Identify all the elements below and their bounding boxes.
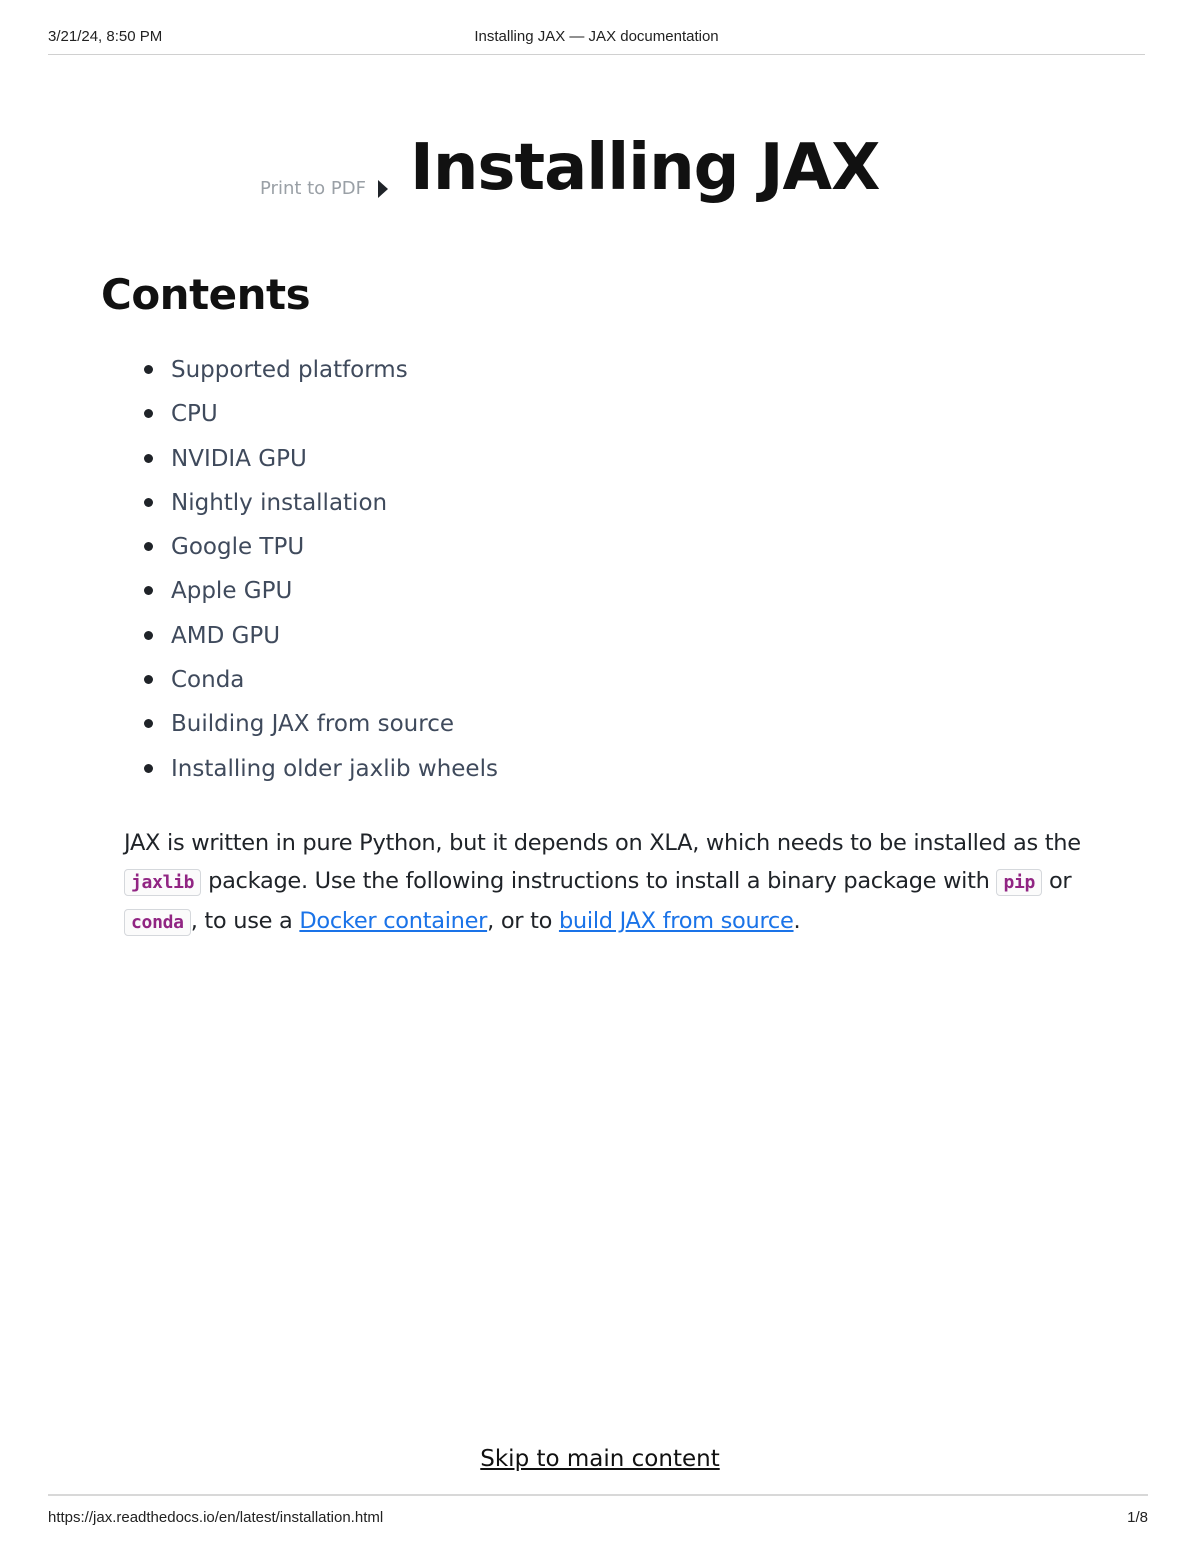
toc-item-supported-platforms[interactable] xyxy=(142,350,498,394)
toc-item-nvidia-gpu[interactable] xyxy=(142,439,498,483)
print-footer xyxy=(48,1494,1148,1536)
bullet-icon xyxy=(144,498,153,507)
bullet-icon xyxy=(144,454,153,463)
intro-text: JAX is written in pure Python, but it depends on XLA, which needs to be installed as the xyxy=(124,830,1081,856)
page-url: https://jax.readthedocs.io/en/latest/installation.html xyxy=(48,1509,384,1526)
bullet-icon xyxy=(144,409,153,418)
intro-paragraph xyxy=(124,824,1114,942)
print-header xyxy=(48,24,1145,55)
toc-link[interactable]: NVIDIA GPU xyxy=(171,445,307,472)
toc-link[interactable]: Apple GPU xyxy=(171,578,293,605)
toc-item-google-tpu[interactable] xyxy=(142,527,498,571)
toc-item-apple-gpu[interactable] xyxy=(142,571,498,615)
toc-item-older-jaxlib-wheels[interactable] xyxy=(142,749,498,793)
page-number: 1/8 xyxy=(1127,1509,1148,1526)
print-to-pdf-button[interactable]: Print to PDF xyxy=(260,178,366,199)
toc-link[interactable]: Google TPU xyxy=(171,534,305,561)
intro-text: or xyxy=(1042,868,1072,894)
intro-text: , to use a xyxy=(190,908,300,934)
code-jaxlib: jaxlib xyxy=(124,869,201,896)
toc-item-nightly-installation[interactable] xyxy=(142,483,498,527)
intro-text: package. Use the following instructions to install a binary package with xyxy=(201,868,997,894)
code-conda: conda xyxy=(124,909,191,936)
page-title: Installing JAX xyxy=(410,131,880,205)
bullet-icon xyxy=(144,586,153,595)
toc-link[interactable]: CPU xyxy=(171,401,218,428)
toc-link[interactable]: Building JAX from source xyxy=(171,711,455,738)
intro-text: , or to xyxy=(487,908,559,934)
skip-to-main-content-link[interactable]: Skip to main content xyxy=(480,1446,720,1472)
toc-link[interactable]: Nightly installation xyxy=(171,489,388,516)
bullet-icon xyxy=(144,631,153,640)
docker-container-link[interactable]: Docker container xyxy=(299,908,488,934)
bullet-icon xyxy=(144,675,153,684)
toc-link[interactable]: AMD GPU xyxy=(171,622,281,649)
contents-heading: Contents xyxy=(101,270,311,319)
caret-right-icon[interactable] xyxy=(378,180,388,198)
toc-item-amd-gpu[interactable] xyxy=(142,616,498,660)
bullet-icon xyxy=(144,542,153,551)
toc-item-building-from-source[interactable] xyxy=(142,704,498,748)
toc-item-cpu[interactable] xyxy=(142,394,498,438)
bullet-icon xyxy=(144,719,153,728)
print-title: Installing JAX — JAX documentation xyxy=(474,28,719,45)
table-of-contents xyxy=(142,350,498,793)
toc-item-conda[interactable] xyxy=(142,660,498,704)
code-pip: pip xyxy=(996,869,1042,896)
toc-link[interactable]: Conda xyxy=(171,667,245,694)
toc-link[interactable]: Supported platforms xyxy=(171,357,408,383)
bullet-icon xyxy=(144,365,153,374)
print-date: 3/21/24, 8:50 PM xyxy=(48,28,163,45)
intro-text: . xyxy=(793,908,801,934)
bullet-icon xyxy=(144,764,153,773)
build-from-source-link[interactable]: build JAX from source xyxy=(558,908,794,934)
toc-link[interactable]: Installing older jaxlib wheels xyxy=(171,755,498,782)
